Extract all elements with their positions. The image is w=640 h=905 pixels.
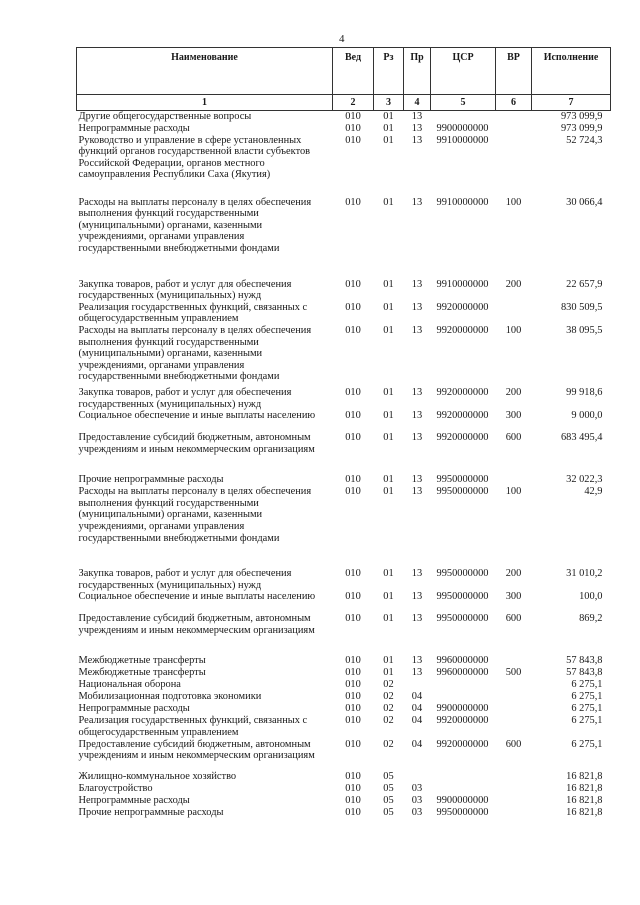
- cell-name: Прочие непрограммные расходы: [78, 474, 224, 486]
- cell-vr: 200: [505, 568, 522, 580]
- cell-name: Другие общегосударственные вопросы: [78, 111, 252, 122]
- cell-rz: 01: [383, 655, 394, 667]
- cell-csr: 9950000000: [436, 486, 489, 498]
- cell-pr: 13: [411, 196, 423, 208]
- table-row: [77, 795, 611, 807]
- cell-ex: 869,2: [579, 613, 603, 625]
- cell-ex: 100,0: [579, 591, 603, 603]
- cell-csr: 9960000000: [436, 667, 489, 679]
- cell-pr: 13: [411, 667, 423, 679]
- cell-csr: [431, 111, 496, 123]
- cell-name: Расходы на выплаты персоналу в целях обеспечения выполнения функций государственными (муниципальными) органами, казенными учреждениями, органами управления государственными внебюджетными фондами: [78, 196, 312, 254]
- cell-pr: 13: [411, 486, 423, 498]
- cell-ved: 010: [345, 122, 361, 134]
- header-ved: Вед: [333, 48, 374, 95]
- cell-ex: 973 099,9: [560, 122, 603, 134]
- cell-ex: 6 275,1: [571, 703, 603, 715]
- cell-ved: 010: [345, 410, 361, 422]
- cell-name: Предоставление субсидий бюджетным, автономным учреждениям и иным некоммерческим организациям: [78, 613, 315, 636]
- cell-ex: 16 821,8: [566, 770, 603, 782]
- column-number: 1: [77, 95, 333, 111]
- cell-pr: 04: [411, 738, 423, 750]
- table-row: [77, 783, 611, 795]
- cell-ex: 830 509,5: [560, 301, 603, 313]
- cell-name: Мобилизационная подготовка экономики: [78, 691, 262, 703]
- cell-csr: 9950000000: [436, 474, 489, 486]
- cell-pr: 13: [411, 134, 423, 146]
- header-name: Наименование: [77, 48, 333, 95]
- cell-ex: 32 022,3: [566, 474, 603, 486]
- cell-name: Расходы на выплаты персоналу в целях обеспечения выполнения функций государственными (муниципальными) органами, казенными учреждениями, органами управления государственными внебюджетными фондами: [78, 486, 312, 544]
- cell-pr: 13: [411, 324, 423, 336]
- table-row: [77, 111, 611, 123]
- cell-name: Непрограммные расходы: [78, 703, 190, 715]
- cell-csr: 9950000000: [436, 591, 489, 603]
- cell-pr: 13: [411, 432, 423, 444]
- cell-ved: 010: [345, 806, 361, 818]
- cell-vr: [496, 655, 532, 667]
- cell-ved: 010: [345, 782, 361, 794]
- cell-rz: 05: [383, 806, 394, 818]
- header-execution: Исполнение: [532, 48, 611, 95]
- cell-ex: 57 843,8: [566, 655, 603, 667]
- cell-vr: [496, 715, 532, 738]
- cell-pr: 13: [411, 613, 423, 625]
- cell-pr: 13: [411, 111, 423, 122]
- cell-ved: 010: [345, 691, 361, 703]
- table-row: [77, 679, 611, 691]
- budget-table: [76, 47, 611, 819]
- column-number: 7: [532, 95, 611, 111]
- cell-vr: 100: [505, 196, 522, 208]
- header-vr: ВР: [496, 48, 532, 95]
- cell-csr: 9920000000: [436, 324, 489, 336]
- cell-csr: [431, 783, 496, 795]
- cell-ved: 010: [345, 324, 361, 336]
- cell-name: Непрограммные расходы: [78, 122, 190, 134]
- cell-ved: 010: [345, 111, 361, 122]
- cell-pr: 13: [411, 301, 423, 313]
- cell-ex: 973 099,9: [560, 111, 603, 122]
- cell-rz: 01: [383, 486, 394, 498]
- cell-vr: [496, 302, 532, 325]
- cell-ex: 57 843,8: [566, 667, 603, 679]
- cell-vr: [496, 691, 532, 703]
- cell-csr: 9910000000: [436, 278, 489, 290]
- cell-rz: 01: [383, 324, 394, 336]
- cell-csr: 9950000000: [436, 568, 489, 580]
- cell-name: Межбюджетные трансферты: [78, 667, 206, 679]
- cell-name: Социальное обеспечение и иные выплаты населению: [78, 591, 316, 603]
- cell-rz: 05: [383, 770, 394, 782]
- table-row: [77, 486, 611, 568]
- cell-name: Непрограммные расходы: [78, 794, 190, 806]
- table-row: [77, 279, 611, 302]
- table-row: [77, 771, 611, 783]
- cell-csr: [431, 691, 496, 703]
- header-csr: ЦСР: [431, 48, 496, 95]
- cell-vr: [496, 135, 532, 197]
- cell-ex: 52 724,3: [566, 134, 603, 146]
- cell-vr: 600: [505, 613, 522, 625]
- table-row: [77, 123, 611, 135]
- cell-ved: 010: [345, 770, 361, 782]
- cell-csr: 9920000000: [436, 715, 489, 727]
- column-number-row: [77, 95, 611, 111]
- cell-pr: 04: [411, 715, 423, 727]
- cell-ved: 010: [345, 568, 361, 580]
- cell-name: Прочие непрограммные расходы: [78, 806, 224, 818]
- cell-vr: 500: [505, 667, 522, 679]
- cell-rz: 01: [383, 122, 394, 134]
- table-row: [77, 807, 611, 819]
- cell-ved: 010: [345, 667, 361, 679]
- cell-rz: 05: [383, 782, 394, 794]
- cell-rz: 01: [383, 568, 394, 580]
- table-row: [77, 432, 611, 474]
- cell-ex: 16 821,8: [566, 794, 603, 806]
- cell-vr: [496, 703, 532, 715]
- cell-vr: [496, 111, 532, 123]
- cell-name: Благоустройство: [78, 782, 153, 794]
- cell-ved: 010: [345, 613, 361, 625]
- cell-ved: 010: [345, 432, 361, 444]
- table-row: [77, 135, 611, 197]
- cell-vr: [496, 679, 532, 691]
- cell-csr: 9920000000: [436, 410, 489, 422]
- cell-ved: 010: [345, 474, 361, 486]
- cell-name: Расходы на выплаты персоналу в целях обеспечения выполнения функций государственными (муниципальными) органами, казенными учреждениями, органами управления государственными внебюджетными фондами: [78, 324, 312, 383]
- cell-rz: 01: [383, 410, 394, 422]
- cell-name: Закупка товаров, работ и услуг для обеспечения государственных (муниципальных) нужд: [78, 568, 292, 591]
- cell-vr: [496, 123, 532, 135]
- cell-rz: 02: [383, 679, 394, 691]
- cell-ved: 010: [345, 591, 361, 603]
- cell-rz: 01: [383, 196, 394, 208]
- cell-csr: 9920000000: [436, 432, 489, 444]
- cell-name: Жилищно-коммунальное хозяйство: [78, 770, 237, 782]
- cell-rz: 05: [383, 794, 394, 806]
- cell-vr: 200: [505, 278, 522, 290]
- cell-ved: 010: [345, 278, 361, 290]
- cell-vr: [496, 474, 532, 486]
- table-row: [77, 302, 611, 325]
- cell-ex: 6 275,1: [571, 715, 603, 727]
- cell-pr: 03: [411, 794, 423, 806]
- cell-pr: [404, 771, 431, 783]
- column-number: 6: [496, 95, 532, 111]
- cell-ved: 010: [345, 196, 361, 208]
- cell-pr: 04: [411, 691, 423, 703]
- table-row: [77, 410, 611, 432]
- cell-ved: 010: [345, 794, 361, 806]
- cell-csr: [431, 679, 496, 691]
- cell-pr: [404, 679, 431, 691]
- cell-csr: 9920000000: [436, 301, 489, 313]
- cell-vr: [496, 783, 532, 795]
- cell-pr: 03: [411, 782, 423, 794]
- cell-rz: 02: [383, 703, 394, 715]
- cell-rz: 02: [383, 738, 394, 750]
- cell-vr: [496, 771, 532, 783]
- cell-name: Межбюджетные трансферты: [78, 655, 206, 667]
- cell-csr: 9900000000: [436, 122, 489, 134]
- cell-pr: 13: [411, 122, 423, 134]
- cell-pr: 13: [411, 591, 423, 603]
- cell-csr: 9950000000: [436, 806, 489, 818]
- table-row: [77, 325, 611, 387]
- cell-pr: 13: [411, 474, 423, 486]
- cell-ved: 010: [345, 703, 361, 715]
- cell-csr: 9900000000: [436, 794, 489, 806]
- header-pr: Пр: [404, 48, 431, 95]
- table-row: [77, 739, 611, 771]
- table-row: [77, 691, 611, 703]
- cell-ved: 010: [345, 486, 361, 498]
- cell-rz: 01: [383, 613, 394, 625]
- table-row: [77, 591, 611, 613]
- table-row: [77, 667, 611, 679]
- table-row: [77, 613, 611, 655]
- table-row: [77, 197, 611, 279]
- cell-name: Реализация государственных функций, связанных с общегосударственным управлением: [78, 301, 308, 325]
- cell-ved: 010: [345, 679, 361, 691]
- cell-csr: 9910000000: [436, 134, 489, 146]
- cell-vr: 600: [505, 738, 522, 750]
- cell-vr: [496, 795, 532, 807]
- cell-rz: 01: [383, 591, 394, 603]
- cell-ex: 30 066,4: [566, 196, 603, 208]
- cell-name: Закупка товаров, работ и услуг для обеспечения государственных (муниципальных) нужд: [78, 278, 292, 302]
- cell-ex: 6 275,1: [571, 691, 603, 703]
- table-row: [77, 703, 611, 715]
- cell-pr: 13: [411, 568, 423, 580]
- cell-ex: 42,9: [584, 486, 603, 498]
- cell-name: Предоставление субсидий бюджетным, автономным учреждениям и иным некоммерческим организациям: [78, 738, 315, 762]
- column-number: 3: [374, 95, 404, 111]
- cell-csr: [431, 771, 496, 783]
- cell-csr: 9920000000: [436, 386, 489, 398]
- cell-ex: 38 095,5: [566, 324, 603, 336]
- cell-ex: 31 010,2: [566, 568, 603, 580]
- table-row: [77, 655, 611, 667]
- cell-rz: 01: [383, 301, 394, 313]
- table-row: [77, 715, 611, 738]
- column-number: 5: [431, 95, 496, 111]
- page-number: 4: [339, 33, 345, 45]
- cell-ex: 22 657,9: [566, 278, 603, 290]
- cell-vr: 600: [505, 432, 522, 444]
- cell-ved: 010: [345, 301, 361, 313]
- cell-ved: 010: [345, 386, 361, 398]
- cell-vr: 100: [505, 324, 522, 336]
- cell-rz: 01: [383, 111, 394, 122]
- cell-ex: 16 821,8: [566, 806, 603, 818]
- cell-name: Закупка товаров, работ и услуг для обеспечения государственных (муниципальных) нужд: [78, 386, 292, 410]
- cell-name: Социальное обеспечение и иные выплаты населению: [78, 410, 316, 422]
- table-row: [77, 568, 611, 591]
- cell-ex: 683 495,4: [560, 432, 603, 444]
- cell-name: Реализация государственных функций, связанных с общегосударственным управлением: [78, 715, 308, 738]
- cell-name: Предоставление субсидий бюджетным, автономным учреждениям и иным некоммерческим организациям: [78, 432, 315, 455]
- cell-rz: 02: [383, 715, 394, 727]
- cell-vr: 200: [505, 386, 522, 398]
- table-header-row: [77, 48, 611, 95]
- cell-csr: 9920000000: [436, 738, 489, 750]
- cell-pr: 13: [411, 410, 423, 422]
- cell-ex: 6 275,1: [571, 738, 603, 750]
- cell-rz: 01: [383, 386, 394, 398]
- cell-csr: 9960000000: [436, 655, 489, 667]
- column-number: 4: [404, 95, 431, 111]
- cell-pr: 04: [411, 703, 423, 715]
- cell-rz: 01: [383, 432, 394, 444]
- table-row: [77, 387, 611, 410]
- cell-ex: 99 918,6: [566, 386, 603, 398]
- cell-ved: 010: [345, 738, 361, 750]
- cell-ved: 010: [345, 134, 361, 146]
- cell-ex: 6 275,1: [571, 679, 603, 691]
- cell-pr: 13: [411, 278, 423, 290]
- cell-ex: 9 000,0: [571, 410, 603, 422]
- cell-rz: 02: [383, 691, 394, 703]
- cell-rz: 01: [383, 278, 394, 290]
- cell-ex: 16 821,8: [566, 782, 603, 794]
- cell-pr: 13: [411, 655, 423, 667]
- cell-name: Руководство и управление в сфере установленных функций органов государственной власти субъектов Российской Федерации, органов местного самоуправления Республики Саха (Якутия): [78, 134, 311, 181]
- header-rz: Рз: [374, 48, 404, 95]
- cell-vr: 100: [505, 486, 522, 498]
- cell-name: Национальная оборона: [78, 679, 181, 691]
- cell-ved: 010: [345, 715, 361, 727]
- cell-vr: 300: [505, 591, 522, 603]
- cell-pr: 03: [411, 806, 423, 818]
- cell-ved: 010: [345, 655, 361, 667]
- cell-vr: [496, 807, 532, 819]
- cell-rz: 01: [383, 134, 394, 146]
- cell-vr: 300: [505, 410, 522, 422]
- column-number: 2: [333, 95, 374, 111]
- cell-rz: 01: [383, 667, 394, 679]
- cell-rz: 01: [383, 474, 394, 486]
- cell-pr: 13: [411, 386, 423, 398]
- cell-csr: 9900000000: [436, 703, 489, 715]
- cell-csr: 9910000000: [436, 196, 489, 208]
- table-row: [77, 474, 611, 486]
- cell-csr: 9950000000: [436, 613, 489, 625]
